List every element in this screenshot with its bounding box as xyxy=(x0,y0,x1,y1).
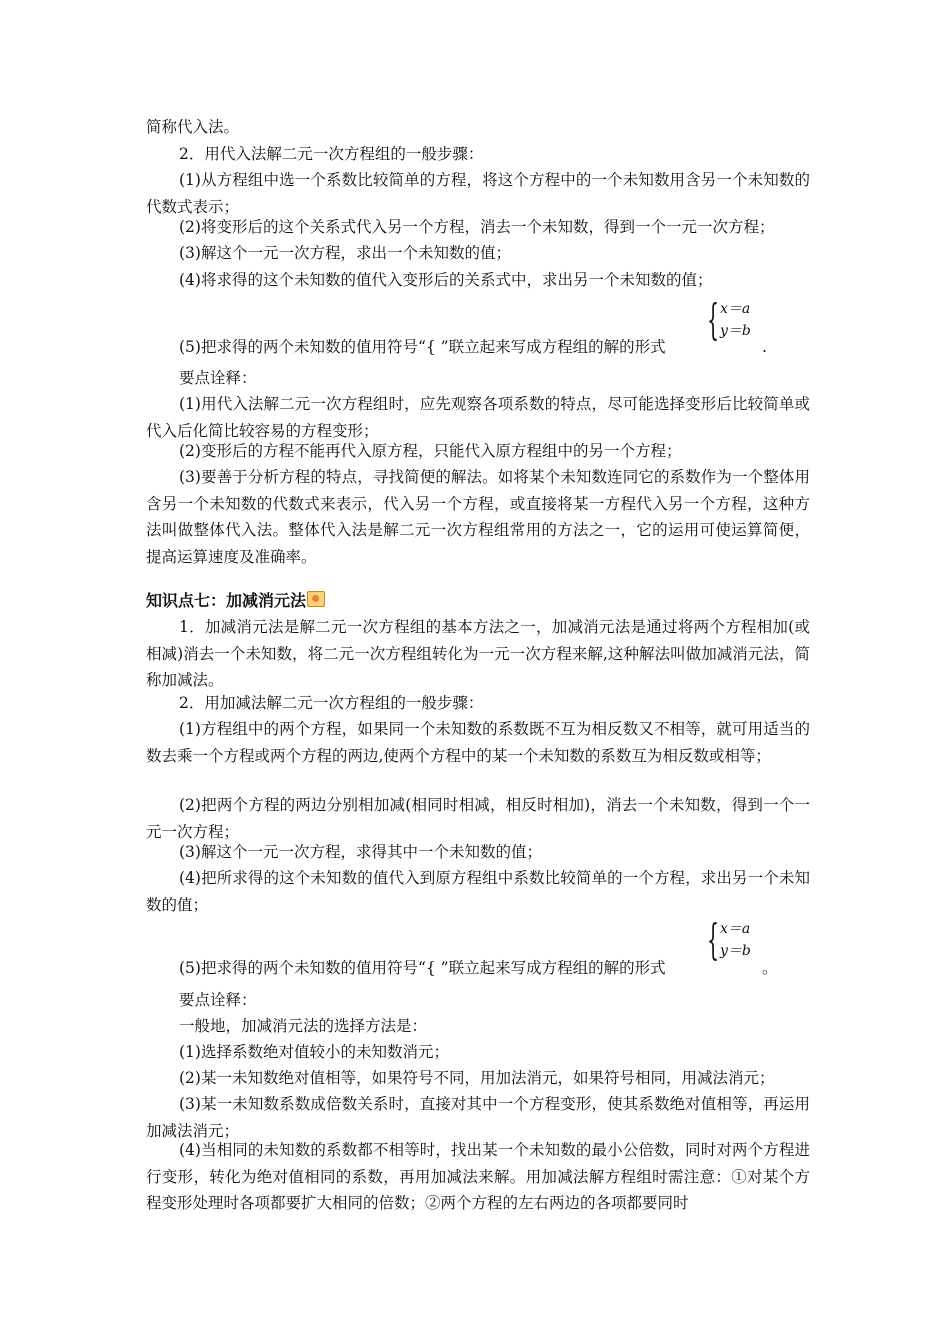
system-line-x: x＝a xyxy=(720,921,751,937)
elimination-method-2: (2)某一未知数绝对值相等，如果符号不同，用加法消元，如果符号相同，用减法消元； xyxy=(179,1069,775,1087)
elimination-method-3: (3)某一未知数系数成倍数关系时，直接对其中一个方程变形，使其系数绝对值相等，再运用加减法消元； xyxy=(146,1095,810,1140)
paragraph-continuation: 简称代入法。 xyxy=(146,118,240,136)
note-title-2: 要点诠释： xyxy=(179,991,257,1009)
elimination-method-4: (4)当相同的未知数的系数都不相等时，找出某一个未知数的最小公倍数，同时对两个方程进行变形，转化为绝对值相同的系数，再用加减法来解。用加减法解方程组时需注意：①对某个方程变形处理时各项都要扩大相同的倍数；②两个方程的左右两边的各项都要同时 xyxy=(146,1141,810,1212)
elimination-definition: 1．加减消元法是解二元一次方程组的基本方法之一，加减消元法是通过将两个方程相加(或相减)消去一个未知数，将二元一次方程组转化为一元一次方程来解,这种解法叫做加减消元法，简称加减法。 xyxy=(146,618,810,689)
substitution-note-3: (3)要善于分析方程的特点，寻找简便的解法。如将某个未知数连同它的系数作为一个整体用含另一个未知数的代数式来表示，代入另一个方程，或直接将某一方程代入另一个方程，这种方法叫做整体代入法。整体代入法是解二元一次方程组常用的方法之一，它的运用可使运算简便，提高运算速度及准确率。 xyxy=(146,468,810,566)
substitution-step-2: (2)将变形后的这个关系式代入另一个方程，消去一个未知数，得到一个一元一次方程； xyxy=(179,218,775,236)
brace-icon: { xyxy=(707,915,720,964)
step-5-period: . xyxy=(762,338,767,356)
substitution-step-1: (1)从方程组中选一个系数比较简单的方程，将这个方程中的一个未知数用含另一个未知数的代数式表示； xyxy=(146,171,810,216)
elimination-step-3: (3)解这个一元一次方程，求得其中一个未知数的值； xyxy=(179,843,542,861)
substitution-steps-title: 2．用代入法解二元一次方程组的一般步骤： xyxy=(179,145,484,163)
system-line-x: x＝a xyxy=(720,301,751,317)
elimination-step-4: (4)把所求得的这个未知数的值代入到原方程组中系数比较简单的一个方程，求出另一个未知数的值； xyxy=(146,869,810,914)
elimination-general: 一般地，加减消元法的选择方法是： xyxy=(179,1017,428,1035)
section-heading-text: 知识点七：加减消元法 xyxy=(146,591,307,610)
substitution-step-3: (3)解这个一元一次方程，求出一个未知数的值； xyxy=(179,244,511,262)
substitution-step-5: (5)把求得的两个未知数的值用符号“{ ”联立起来写成方程组的解的形式 xyxy=(179,338,666,356)
elimination-step-1: (1)方程组中的两个方程，如果同一个未知数的系数既不互为相反数又不相等，就可用适当的数去乘一个方程或两个方程的两边,使两个方程中的某一个未知数的系数互为相反数或相等； xyxy=(146,720,810,765)
substitution-step-4: (4)将求得的这个未知数的值代入变形后的关系式中，求出另一个未知数的值； xyxy=(179,271,713,289)
substitution-note-2: (2)变形后的方程不能再代入原方程，只能代入原方程组中的另一个方程； xyxy=(179,442,682,460)
brace-icon: { xyxy=(707,295,720,344)
note-title-1: 要点诠释： xyxy=(179,369,257,387)
elimination-method-1: (1)选择系数绝对值较小的未知数消元； xyxy=(179,1043,449,1061)
step-5-period: 。 xyxy=(762,959,778,977)
section-heading xyxy=(146,588,325,614)
system-line-y: y＝b xyxy=(720,323,751,339)
elimination-step-2: (2)把两个方程的两边分别相加减(相同时相减，相反时相加)，消去一个未知数，得到一个一元一次方程； xyxy=(146,796,810,841)
system-line-y: y＝b xyxy=(720,943,751,959)
attachment-icon xyxy=(307,591,325,607)
elimination-step-5: (5)把求得的两个未知数的值用符号“{ ”联立起来写成方程组的解的形式 xyxy=(179,959,666,977)
substitution-note-1: (1)用代入法解二元一次方程组时，应先观察各项系数的特点，尽可能选择变形后比较简单或代入后化简比较容易的方程变形； xyxy=(146,395,810,440)
elimination-steps-title: 2．用加减法解二元一次方程组的一般步骤： xyxy=(179,694,484,712)
